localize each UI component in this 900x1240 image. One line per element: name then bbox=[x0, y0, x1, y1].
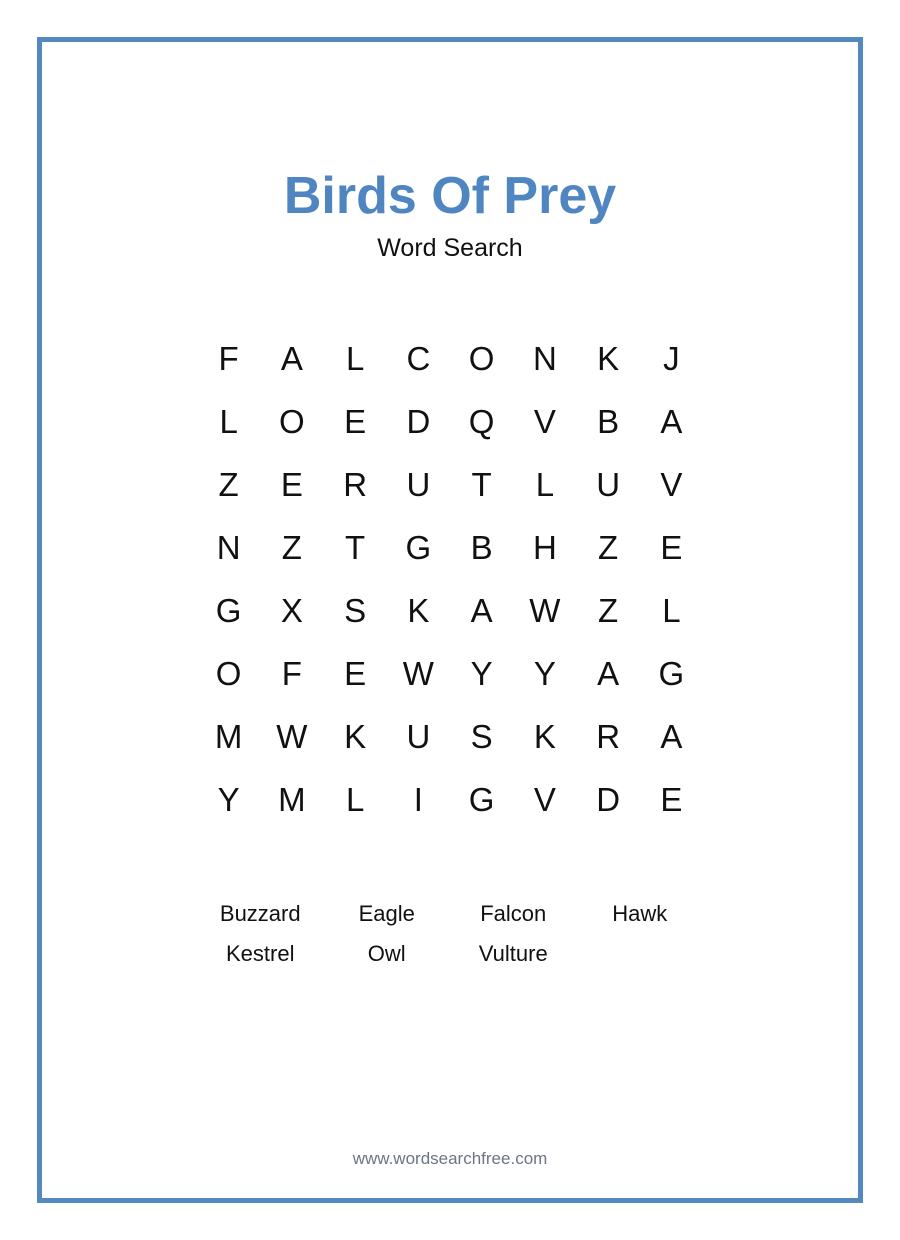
grid-cell: Y bbox=[217, 780, 240, 818]
grid-cell: Z bbox=[598, 528, 619, 566]
grid-cell: U bbox=[596, 465, 621, 503]
grid-cell: Z bbox=[598, 591, 619, 629]
grid-cell: M bbox=[278, 780, 306, 818]
grid-cell: H bbox=[532, 528, 557, 566]
grid-cell: Z bbox=[218, 465, 239, 503]
grid-cell: Y bbox=[470, 654, 493, 692]
grid-cell: U bbox=[406, 465, 431, 503]
grid-cell: A bbox=[280, 339, 303, 377]
page-title: Birds Of Prey bbox=[283, 167, 617, 225]
grid-cell: K bbox=[344, 717, 367, 755]
grid-cell: N bbox=[216, 528, 241, 566]
grid-cell: L bbox=[219, 402, 238, 440]
grid-cell: R bbox=[343, 465, 368, 503]
grid-cell: Q bbox=[468, 402, 495, 440]
grid-cell: G bbox=[658, 654, 685, 692]
word-list-item: Hawk bbox=[612, 901, 668, 926]
grid-cell: B bbox=[597, 402, 620, 440]
grid-cell: Z bbox=[281, 528, 302, 566]
letter-grid bbox=[197, 327, 703, 831]
grid-cell: A bbox=[470, 591, 493, 629]
grid-cell: Y bbox=[533, 654, 556, 692]
grid-cell: C bbox=[406, 339, 431, 377]
grid-cell: U bbox=[406, 717, 431, 755]
grid-cell: A bbox=[597, 654, 620, 692]
grid-cell: E bbox=[660, 528, 683, 566]
grid-cell: E bbox=[344, 654, 367, 692]
grid-cell: O bbox=[468, 339, 495, 377]
grid-cell: E bbox=[280, 465, 303, 503]
grid-cell: L bbox=[535, 465, 555, 503]
grid-cell: T bbox=[345, 528, 366, 566]
grid-cell: T bbox=[471, 465, 492, 503]
grid-cell: E bbox=[660, 780, 683, 818]
grid-cell: M bbox=[214, 717, 243, 755]
grid-cell: W bbox=[402, 654, 434, 692]
grid-cell: O bbox=[215, 654, 242, 692]
grid-cell: W bbox=[276, 717, 308, 755]
grid-cell: L bbox=[345, 780, 365, 818]
grid-cell: K bbox=[533, 717, 556, 755]
grid-cell: F bbox=[281, 654, 302, 692]
grid-cell: V bbox=[660, 465, 683, 503]
grid-cell: G bbox=[468, 780, 495, 818]
grid-cell: D bbox=[596, 780, 621, 818]
grid-cell: L bbox=[662, 591, 681, 629]
grid-cell: D bbox=[406, 402, 431, 440]
word-list-item: Vulture bbox=[478, 941, 548, 966]
grid-cell: V bbox=[533, 402, 556, 440]
grid-cell: L bbox=[345, 339, 365, 377]
grid-cell: R bbox=[596, 717, 621, 755]
word-list-item: Falcon bbox=[480, 901, 547, 926]
grid-cell: G bbox=[215, 591, 242, 629]
grid-cell: B bbox=[470, 528, 493, 566]
grid-cell: S bbox=[470, 717, 493, 755]
grid-cell: X bbox=[280, 591, 303, 629]
grid-cell: K bbox=[597, 339, 620, 377]
word-list-item: Kestrel bbox=[226, 941, 295, 966]
word-list-item: Owl bbox=[367, 941, 406, 966]
grid-cell: J bbox=[663, 339, 680, 377]
grid-cell: F bbox=[218, 339, 239, 377]
word-list-item: Eagle bbox=[358, 901, 415, 926]
grid-cell: G bbox=[405, 528, 432, 566]
grid-cell: K bbox=[407, 591, 430, 629]
footer-url: www.wordsearchfree.com bbox=[352, 1149, 548, 1168]
grid-cell: A bbox=[660, 717, 683, 755]
grid-cell: S bbox=[344, 591, 367, 629]
word-list bbox=[197, 896, 703, 976]
grid-cell: E bbox=[344, 402, 367, 440]
word-list-item: Buzzard bbox=[219, 901, 301, 926]
grid-cell: I bbox=[413, 780, 423, 818]
grid-cell: W bbox=[529, 591, 561, 629]
grid-cell: O bbox=[279, 402, 305, 440]
grid-cell: A bbox=[660, 402, 683, 440]
grid-cell: V bbox=[533, 780, 556, 818]
grid-cell: N bbox=[532, 339, 557, 377]
page-subtitle: Word Search bbox=[377, 234, 523, 262]
